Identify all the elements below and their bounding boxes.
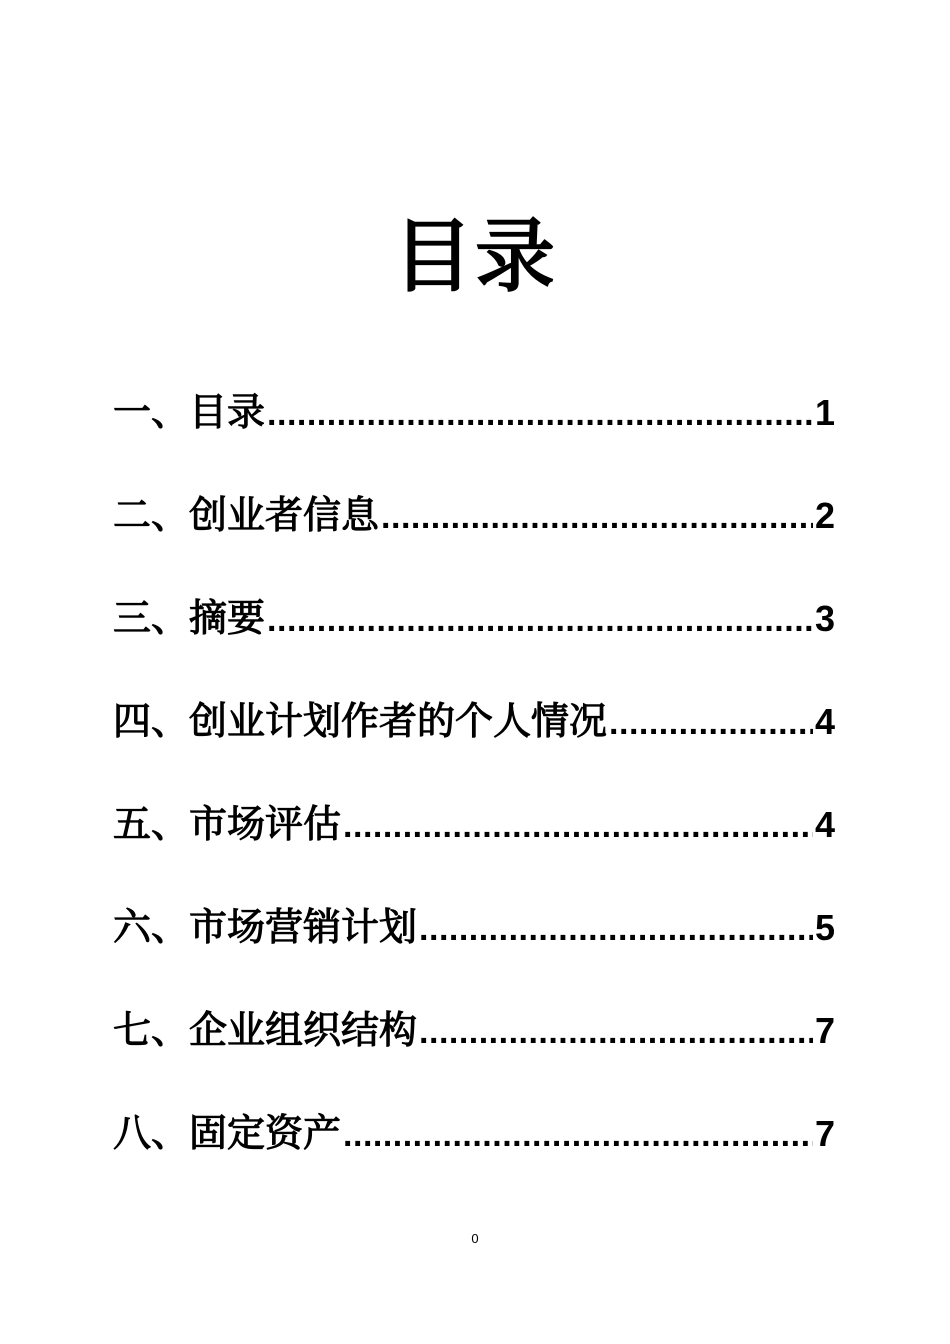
toc-entry-page: 5 <box>814 907 835 948</box>
toc-entry-label: 摘要 <box>189 596 266 640</box>
toc-entry-label: 目录 <box>189 390 266 434</box>
toc-entry[interactable] <box>113 796 835 899</box>
toc-entry-label: 市场评估 <box>189 802 342 846</box>
toc-entry-label: 创业计划作者的个人情况 <box>189 699 608 743</box>
toc-entry-number: 一 <box>113 390 152 434</box>
toc-entry[interactable] <box>113 384 835 487</box>
toc-entry-number: 五 <box>113 802 152 846</box>
toc-entry-page: 3 <box>814 598 835 639</box>
toc-entry-number: 八 <box>113 1111 152 1155</box>
toc-entry-page: 1 <box>814 392 835 433</box>
toc-entry-page: 2 <box>814 495 835 536</box>
toc-entry[interactable] <box>113 693 835 796</box>
toc-entry[interactable] <box>113 899 835 1002</box>
toc-entry[interactable] <box>113 1105 835 1208</box>
toc-entry-separator: 、 <box>151 596 190 640</box>
toc-entry-number: 四 <box>113 699 152 743</box>
toc-dot-leader <box>381 489 813 545</box>
toc-entry-separator: 、 <box>151 390 190 434</box>
toc-entry-page: 4 <box>814 701 835 742</box>
toc-entry-number: 六 <box>113 905 152 949</box>
toc-entry-separator: 、 <box>151 699 190 743</box>
toc-dot-leader <box>343 798 813 854</box>
toc-entry-page: 7 <box>814 1113 835 1154</box>
toc-entry-separator: 、 <box>151 1111 190 1155</box>
table-of-contents <box>113 384 835 1208</box>
toc-entry-separator: 、 <box>151 905 190 949</box>
toc-entry-number: 二 <box>113 493 152 537</box>
toc-dot-leader <box>267 592 813 648</box>
page-number-footer: 0 <box>471 1231 479 1246</box>
toc-entry-label: 创业者信息 <box>189 493 380 537</box>
toc-entry-page: 7 <box>814 1010 835 1051</box>
toc-entry-label: 固定资产 <box>189 1111 342 1155</box>
toc-entry-page: 4 <box>814 804 835 845</box>
toc-entry-number: 三 <box>113 596 152 640</box>
toc-dot-leader <box>419 1004 813 1060</box>
toc-dot-leader <box>343 1107 813 1163</box>
toc-entry-separator: 、 <box>151 493 190 537</box>
toc-entry-separator: 、 <box>151 802 190 846</box>
toc-entry-separator: 、 <box>151 1008 190 1052</box>
toc-entry-label: 企业组织结构 <box>189 1008 418 1052</box>
toc-entry-number: 七 <box>113 1008 152 1052</box>
toc-entry[interactable] <box>113 590 835 693</box>
toc-dot-leader <box>267 386 813 442</box>
page-title: 目录 <box>393 209 557 303</box>
toc-entry[interactable] <box>113 487 835 590</box>
toc-dot-leader <box>419 901 813 957</box>
toc-dot-leader <box>609 695 813 751</box>
toc-entry-label: 市场营销计划 <box>189 905 418 949</box>
toc-entry[interactable] <box>113 1002 835 1105</box>
